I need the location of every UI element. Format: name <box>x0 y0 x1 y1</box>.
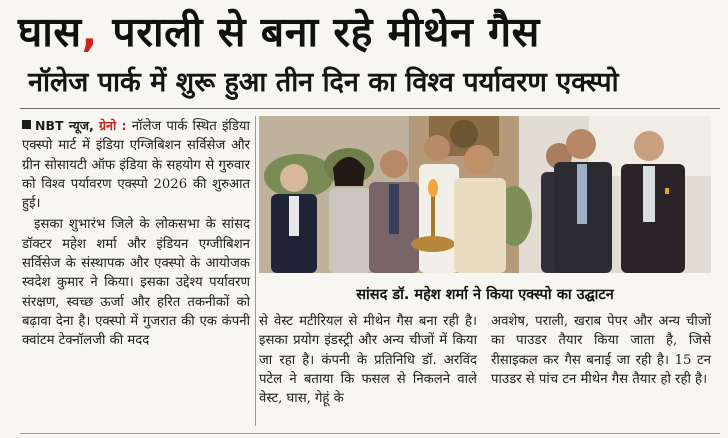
right-paragraph: अवशेष, पराली, खराब पेपर और अन्य चीजों का पाउडर तैयार किया जाता है, जिसे रीसाइकल कर गैस बनाई जा रही है। 15 टन पाउडर से पांच टन मीथेन गैस तैयार हो रही है। <box>491 314 711 387</box>
middle-paragraph: से वेस्ट मटीरियल से मीथेन गैस बना रही है। इसका प्रयोग इंडस्ट्री और अन्य चीजों में किया जा रहा है। कंपनी के प्रतिनिधि डॉ. अरविंद पटेल ने बताया कि फसल से निकलने वाले वेस्ट, घास, गेहूं के <box>259 314 477 407</box>
bullet-square-icon <box>22 120 31 129</box>
headline <box>18 3 718 61</box>
byline-source: NBT न्यूज, <box>35 118 94 133</box>
lead-paragraph <box>22 116 250 213</box>
body-paragraph-2: इसका शुभारंभ जिले के लोकसभा के सांसद डॉक्टर महेश शर्मा और इंडियन एग्जीबिशन सर्विसेज के संस्थापक और एक्स्पो के आयोजक स्वदेश कुमार ने किया। इसका उद्देश्य पर्यावरण संरक्षण, स्वच्छ ऊर्जा और हरित तकनीकों को बढ़ावा देना है। एक्स्पो में गुजरात की एक कंपनी क्वांटम टेक्नॉलजी की मदद <box>22 217 250 349</box>
byline-city: ग्रेनो : <box>98 118 127 133</box>
bottom-divider <box>20 433 720 434</box>
headline-red-comma: , <box>81 8 98 56</box>
top-divider <box>20 108 720 109</box>
subheadline: नॉलेज पार्क में शुरू हुआ तीन दिन का विश्व पर्यावरण एक्स्पो <box>28 67 619 98</box>
article-column-middle <box>259 312 477 424</box>
headline-rest: पराली से बना रहे मीथेन गैस <box>97 8 540 56</box>
photo-caption: सांसद डॉ. महेश शर्मा ने किया एक्स्पो का उद्घाटन <box>356 287 614 303</box>
photo-illustration <box>259 116 711 273</box>
lead-paragraph-text: नॉलेज पार्क स्थित इंडिया एक्स्पो मार्ट में इंडिया एग्जिबिशन सर्विसेज और ग्रीन सोसायटी ऑफ इंडिया के सहयोग से गुरुवार को विश्व पर्यावरण एक्स्पो 2026 की शुरुआत हुई। <box>22 119 250 212</box>
headline-word-ghaas: घास <box>18 8 82 56</box>
article-column-left <box>22 116 250 426</box>
column-divider <box>255 116 256 426</box>
event-photo <box>259 116 711 273</box>
article-column-right <box>491 312 711 424</box>
